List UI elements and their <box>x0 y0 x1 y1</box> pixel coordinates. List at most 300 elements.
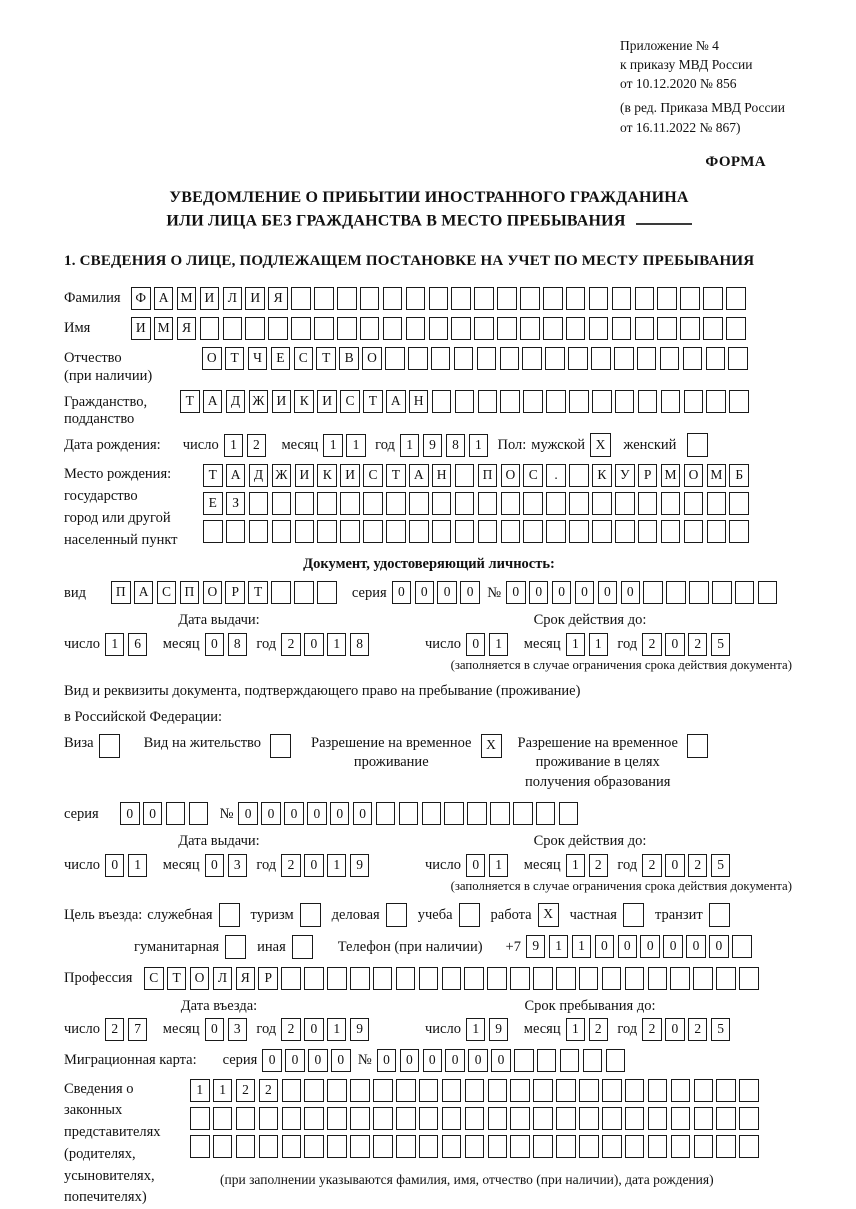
char-box <box>223 317 243 340</box>
valid-until-heading: Срок действия до: <box>533 612 647 629</box>
char-box <box>497 287 517 310</box>
char-box <box>272 520 292 543</box>
char-box <box>569 492 589 515</box>
char-box <box>474 287 494 310</box>
char-box <box>643 581 663 604</box>
char-box <box>706 390 726 413</box>
char-box <box>579 1135 599 1158</box>
doc-number-field[interactable] <box>506 581 781 604</box>
residence-issue-month-field[interactable] <box>205 854 251 877</box>
residence-issue-day-field[interactable] <box>105 854 151 877</box>
char-box: 0 <box>466 633 486 656</box>
char-box <box>497 317 517 340</box>
char-box: 0 <box>491 1049 511 1072</box>
char-box: 2 <box>281 633 301 656</box>
purpose-business-checkbox[interactable] <box>386 903 407 927</box>
char-box: 3 <box>228 1018 248 1041</box>
char-box: В <box>339 347 359 370</box>
migration-number-field[interactable] <box>377 1049 629 1072</box>
surname-row <box>64 287 794 310</box>
char-box <box>703 317 723 340</box>
char-box: Н <box>432 464 452 487</box>
option-temp-residence: Разрешение на временное проживание X <box>311 734 501 773</box>
char-box <box>451 287 471 310</box>
char-box: А <box>203 390 223 413</box>
option-residence-permit: Вид на жительство <box>144 734 291 758</box>
patronymic-label: Отчество <box>64 350 122 367</box>
char-box <box>543 287 563 310</box>
char-box <box>523 390 543 413</box>
temp-residence-checkbox[interactable]: X <box>481 734 502 758</box>
char-box <box>637 347 657 370</box>
char-box <box>684 520 704 543</box>
char-box <box>327 967 347 990</box>
char-box: 0 <box>304 1018 324 1041</box>
char-box <box>739 967 759 990</box>
char-box <box>350 1135 370 1158</box>
option-visa: Виза <box>64 734 120 758</box>
migration-series-field[interactable] <box>262 1049 354 1072</box>
char-box <box>190 1107 210 1130</box>
year-label: год <box>375 437 395 454</box>
char-box: И <box>272 390 292 413</box>
residence-doc-dates <box>64 832 794 876</box>
purpose-transit: транзит <box>655 903 730 927</box>
migration-card-row <box>64 1049 794 1072</box>
char-box <box>373 1135 393 1158</box>
char-box <box>419 1135 439 1158</box>
char-box: 9 <box>423 434 443 457</box>
char-box <box>442 1079 462 1102</box>
char-box: 1 <box>566 1018 586 1041</box>
char-box: Е <box>203 492 223 515</box>
stay-day-field[interactable] <box>466 1018 512 1041</box>
char-box: 3 <box>228 854 248 877</box>
month-label: месяц <box>281 437 319 454</box>
char-box: 1 <box>224 434 244 457</box>
residence-number-field[interactable] <box>238 802 581 825</box>
char-box: 0 <box>665 633 685 656</box>
char-box: Я <box>268 287 288 310</box>
stay-until-heading: Срок пребывания до: <box>524 997 656 1014</box>
birth-place-row1-field[interactable] <box>203 464 752 487</box>
char-box: 2 <box>281 1018 301 1041</box>
char-box <box>510 1107 530 1130</box>
form-title-line1: УВЕДОМЛЕНИЕ О ПРИБЫТИИ ИНОСТРАННОГО ГРАЖДАНИНА <box>169 188 689 206</box>
char-box <box>408 347 428 370</box>
char-box <box>635 317 655 340</box>
char-box: 0 <box>377 1049 397 1072</box>
char-box: 1 <box>572 935 592 958</box>
char-box: Т <box>248 581 268 604</box>
char-box <box>716 1107 736 1130</box>
char-box <box>758 581 778 604</box>
birth-place-row3-field[interactable] <box>203 520 752 543</box>
doc-issue-col <box>64 611 425 655</box>
residence-valid-day-field[interactable] <box>466 854 512 877</box>
legal-reps-row1-field[interactable] <box>190 1079 762 1102</box>
entry-date-col <box>64 997 425 1041</box>
char-box <box>533 1079 553 1102</box>
char-box: 1 <box>128 854 148 877</box>
char-box <box>455 492 475 515</box>
purpose-other: иная <box>257 935 313 959</box>
char-box <box>716 1079 736 1102</box>
char-box: 0 <box>466 854 486 877</box>
char-box <box>396 1079 416 1102</box>
char-box: К <box>294 390 314 413</box>
char-box <box>615 520 635 543</box>
char-box: 0 <box>143 802 163 825</box>
char-box: 0 <box>392 581 412 604</box>
char-box <box>537 1049 557 1072</box>
birth-month-field[interactable] <box>323 434 369 457</box>
char-box <box>429 287 449 310</box>
char-box: 6 <box>128 633 148 656</box>
doc-series-field[interactable] <box>392 581 484 604</box>
char-box <box>291 287 311 310</box>
char-box <box>602 1079 622 1102</box>
char-box: Т <box>316 347 336 370</box>
char-box <box>501 492 521 515</box>
char-box: С <box>144 967 164 990</box>
char-box <box>543 317 563 340</box>
char-box: И <box>317 390 337 413</box>
char-box: А <box>154 287 174 310</box>
char-box <box>268 317 288 340</box>
legal-reps-row3-field[interactable] <box>190 1135 762 1158</box>
char-box: 0 <box>330 802 350 825</box>
given-name-field[interactable] <box>131 317 749 340</box>
char-box: Т <box>225 347 245 370</box>
char-box <box>536 802 556 825</box>
char-box: 0 <box>575 581 595 604</box>
char-box: 1 <box>489 854 509 877</box>
char-box: 9 <box>350 854 370 877</box>
char-box <box>707 520 727 543</box>
char-box <box>259 1135 279 1158</box>
doc-valid-col <box>425 611 794 655</box>
appendix-block <box>620 36 856 137</box>
residence-valid-month-field[interactable] <box>566 854 612 877</box>
char-box <box>556 1079 576 1102</box>
surname-field[interactable] <box>131 287 749 310</box>
char-box: У <box>615 464 635 487</box>
char-box: 0 <box>618 935 638 958</box>
char-box <box>363 520 383 543</box>
char-box <box>465 1135 485 1158</box>
char-box <box>556 967 576 990</box>
identity-doc-heading: Документ, удостоверяющий личность: <box>303 556 555 573</box>
char-box <box>680 317 700 340</box>
doc-issue-year-field[interactable] <box>281 633 373 656</box>
char-box <box>514 1049 534 1072</box>
char-box <box>406 317 426 340</box>
validity-note: (заполняется в случае ограничения срока действия документа) <box>450 657 792 672</box>
char-box: 0 <box>262 1049 282 1072</box>
char-box: 0 <box>598 581 618 604</box>
doc-kind-field[interactable] <box>111 581 340 604</box>
purpose-official-checkbox[interactable] <box>219 903 240 927</box>
residence-permit-checkbox[interactable] <box>270 734 291 758</box>
doc-issue-month-field[interactable] <box>205 633 251 656</box>
char-box <box>670 967 690 990</box>
forma-label: ФОРМА <box>705 153 766 170</box>
phone-field[interactable] <box>526 935 755 958</box>
char-box: 0 <box>304 854 324 877</box>
char-box: 1 <box>346 434 366 457</box>
residence-doc-intro1: Вид и реквизиты документа, подтверждающего право на пребывание (проживание) <box>64 682 581 699</box>
male-checkbox[interactable]: X <box>590 433 611 457</box>
char-box <box>304 1107 324 1130</box>
char-box: 0 <box>205 854 225 877</box>
char-box: 1 <box>589 633 609 656</box>
citizenship-field[interactable] <box>180 390 752 413</box>
identity-doc-row <box>64 581 794 604</box>
char-box <box>350 967 370 990</box>
char-box: 2 <box>236 1079 256 1102</box>
char-box: 0 <box>621 581 641 604</box>
doc-issue-day-field[interactable] <box>105 633 151 656</box>
char-box <box>294 581 314 604</box>
char-box <box>546 492 566 515</box>
legal-reps-label: Сведения о законных представителях (родителях, усыновителях, попечителях) <box>64 1080 161 1206</box>
char-box <box>373 1079 393 1102</box>
char-box: 0 <box>468 1049 488 1072</box>
char-box <box>383 287 403 310</box>
migration-card-label: Миграционная карта: <box>64 1052 197 1069</box>
char-box: А <box>226 464 246 487</box>
visa-checkbox[interactable] <box>99 734 120 758</box>
char-box <box>739 1135 759 1158</box>
char-box <box>386 520 406 543</box>
char-box <box>648 967 668 990</box>
char-box: Н <box>409 390 429 413</box>
stay-year-field[interactable] <box>642 1018 734 1041</box>
birth-year-field[interactable] <box>400 434 492 457</box>
appendix-line: от 16.11.2022 № 867) <box>620 119 741 135</box>
char-box: М <box>177 287 197 310</box>
entry-year-field[interactable] <box>281 1018 373 1041</box>
char-box <box>360 287 380 310</box>
char-box <box>431 347 451 370</box>
char-box: 0 <box>400 1049 420 1072</box>
temp-residence-education-checkbox[interactable] <box>687 734 708 758</box>
char-box <box>478 520 498 543</box>
doc-valid-month-field[interactable] <box>566 633 612 656</box>
char-box <box>694 1135 714 1158</box>
char-box: 0 <box>423 1049 443 1072</box>
legal-reps-row2-field[interactable] <box>190 1107 762 1130</box>
patronymic-field[interactable] <box>202 347 751 370</box>
char-box <box>455 520 475 543</box>
char-box <box>513 802 533 825</box>
residence-series-field[interactable] <box>120 802 212 825</box>
char-box <box>661 390 681 413</box>
char-box: А <box>134 581 154 604</box>
char-box <box>533 1107 553 1130</box>
char-box: 2 <box>589 854 609 877</box>
series-label: серия <box>351 584 387 601</box>
char-box: О <box>190 967 210 990</box>
char-box <box>226 520 246 543</box>
char-box: 0 <box>665 854 685 877</box>
char-box: 2 <box>589 1018 609 1041</box>
char-box <box>236 1135 256 1158</box>
char-box <box>451 317 471 340</box>
char-box: 2 <box>642 854 662 877</box>
char-box <box>363 492 383 515</box>
char-box <box>478 492 498 515</box>
char-box <box>684 492 704 515</box>
char-box <box>735 581 755 604</box>
given-name-label: Имя <box>64 320 91 337</box>
char-box: 0 <box>663 935 683 958</box>
char-box <box>602 1135 622 1158</box>
char-box <box>490 802 510 825</box>
char-box <box>376 802 396 825</box>
char-box <box>409 520 429 543</box>
char-box: 0 <box>304 633 324 656</box>
char-box <box>282 1079 302 1102</box>
surname-label: Фамилия <box>64 290 121 307</box>
char-box: Т <box>167 967 187 990</box>
char-box: 9 <box>350 1018 370 1041</box>
char-box: 1 <box>105 633 125 656</box>
issue-date-heading: Дата выдачи: <box>178 612 260 629</box>
doc-valid-year-field[interactable] <box>642 633 734 656</box>
sex-label: Пол: <box>497 437 527 454</box>
residence-issue-year-field[interactable] <box>281 854 373 877</box>
char-box: 8 <box>228 633 248 656</box>
char-box <box>546 390 566 413</box>
char-box: 2 <box>642 633 662 656</box>
purpose-other-checkbox[interactable] <box>292 935 313 959</box>
char-box <box>615 390 635 413</box>
char-box <box>707 492 727 515</box>
birth-day-field[interactable] <box>224 434 270 457</box>
char-box: 2 <box>642 1018 662 1041</box>
char-box <box>625 1135 645 1158</box>
char-box <box>314 287 334 310</box>
char-box <box>317 581 337 604</box>
residence-valid-year-field[interactable] <box>642 854 734 877</box>
patronymic-row <box>64 347 794 370</box>
char-box <box>546 520 566 543</box>
doc-valid-day-field[interactable] <box>466 633 512 656</box>
char-box: Ж <box>249 390 269 413</box>
char-box <box>729 492 749 515</box>
char-box: 9 <box>489 1018 509 1041</box>
purpose-humanitarian-checkbox[interactable] <box>225 935 246 959</box>
purpose-tourism-checkbox[interactable] <box>300 903 321 927</box>
char-box: 1 <box>466 1018 486 1041</box>
profession-field[interactable] <box>144 967 762 990</box>
char-box <box>739 1079 759 1102</box>
char-box <box>304 1079 324 1102</box>
char-box: 2 <box>259 1079 279 1102</box>
blank-underline <box>636 209 692 225</box>
char-box <box>660 347 680 370</box>
char-box <box>545 347 565 370</box>
char-box <box>373 967 393 990</box>
char-box: 5 <box>711 633 731 656</box>
purpose-private: частная <box>570 903 644 927</box>
char-box <box>680 287 700 310</box>
purpose-work-checkbox[interactable]: X <box>538 903 559 927</box>
char-box <box>291 317 311 340</box>
char-box: Е <box>271 347 291 370</box>
char-box: 7 <box>128 1018 148 1041</box>
char-box <box>638 492 658 515</box>
patronymic-sublabel: (при наличии) <box>64 368 153 385</box>
char-box <box>467 802 487 825</box>
char-box <box>478 390 498 413</box>
entry-day-field[interactable] <box>105 1018 151 1041</box>
number-label: № <box>357 1052 372 1069</box>
purpose-transit-checkbox[interactable] <box>709 903 730 927</box>
char-box <box>592 520 612 543</box>
series-label: серия <box>64 805 99 822</box>
phone-prefix: +7 <box>505 938 521 955</box>
section1-heading: 1. СВЕДЕНИЯ О ЛИЦЕ, ПОДЛЕЖАЩЕМ ПОСТАНОВКЕ НА УЧЕТ ПО МЕСТУ ПРЕБЫВАНИЯ <box>64 253 755 270</box>
birth-place-row2-field[interactable] <box>203 492 752 515</box>
char-box: 0 <box>331 1049 351 1072</box>
char-box <box>569 464 589 487</box>
residence-doc-series-row <box>64 802 794 825</box>
char-box: 1 <box>327 854 347 877</box>
char-box: 5 <box>711 1018 731 1041</box>
char-box <box>671 1135 691 1158</box>
entry-month-field[interactable] <box>205 1018 251 1041</box>
char-box: И <box>340 464 360 487</box>
doc-valid-date-row: число 0 1 месяц 1 1 год 2 0 2 5 <box>425 633 794 656</box>
char-box <box>591 347 611 370</box>
char-box: 0 <box>415 581 435 604</box>
char-box <box>689 581 709 604</box>
char-box: 2 <box>281 854 301 877</box>
char-box: О <box>202 347 222 370</box>
char-box <box>510 967 530 990</box>
char-box <box>533 1135 553 1158</box>
char-box: Я <box>177 317 197 340</box>
char-box <box>350 1107 370 1130</box>
char-box <box>671 1079 691 1102</box>
char-box: П <box>478 464 498 487</box>
doc-kind-label: вид <box>64 584 86 601</box>
char-box <box>566 317 586 340</box>
char-box <box>671 1107 691 1130</box>
char-box <box>422 802 442 825</box>
char-box: 0 <box>120 802 140 825</box>
char-box <box>614 347 634 370</box>
citizenship-label: Гражданство, <box>64 393 148 410</box>
purpose-private-checkbox[interactable] <box>623 903 644 927</box>
char-box: 1 <box>566 854 586 877</box>
stay-month-field[interactable] <box>566 1018 612 1041</box>
char-box <box>693 967 713 990</box>
char-box: 2 <box>105 1018 125 1041</box>
female-checkbox[interactable] <box>687 433 708 457</box>
char-box <box>454 347 474 370</box>
char-box <box>520 287 540 310</box>
visit-purpose-row2 <box>134 935 794 959</box>
form-title-line2: ИЛИ ЛИЦА БЕЗ ГРАЖДАНСТВА В МЕСТО ПРЕБЫВАНИЯ <box>64 209 794 233</box>
purpose-study-checkbox[interactable] <box>459 903 480 927</box>
char-box: 0 <box>238 802 258 825</box>
char-box: 1 <box>190 1079 210 1102</box>
char-box: 0 <box>595 935 615 958</box>
